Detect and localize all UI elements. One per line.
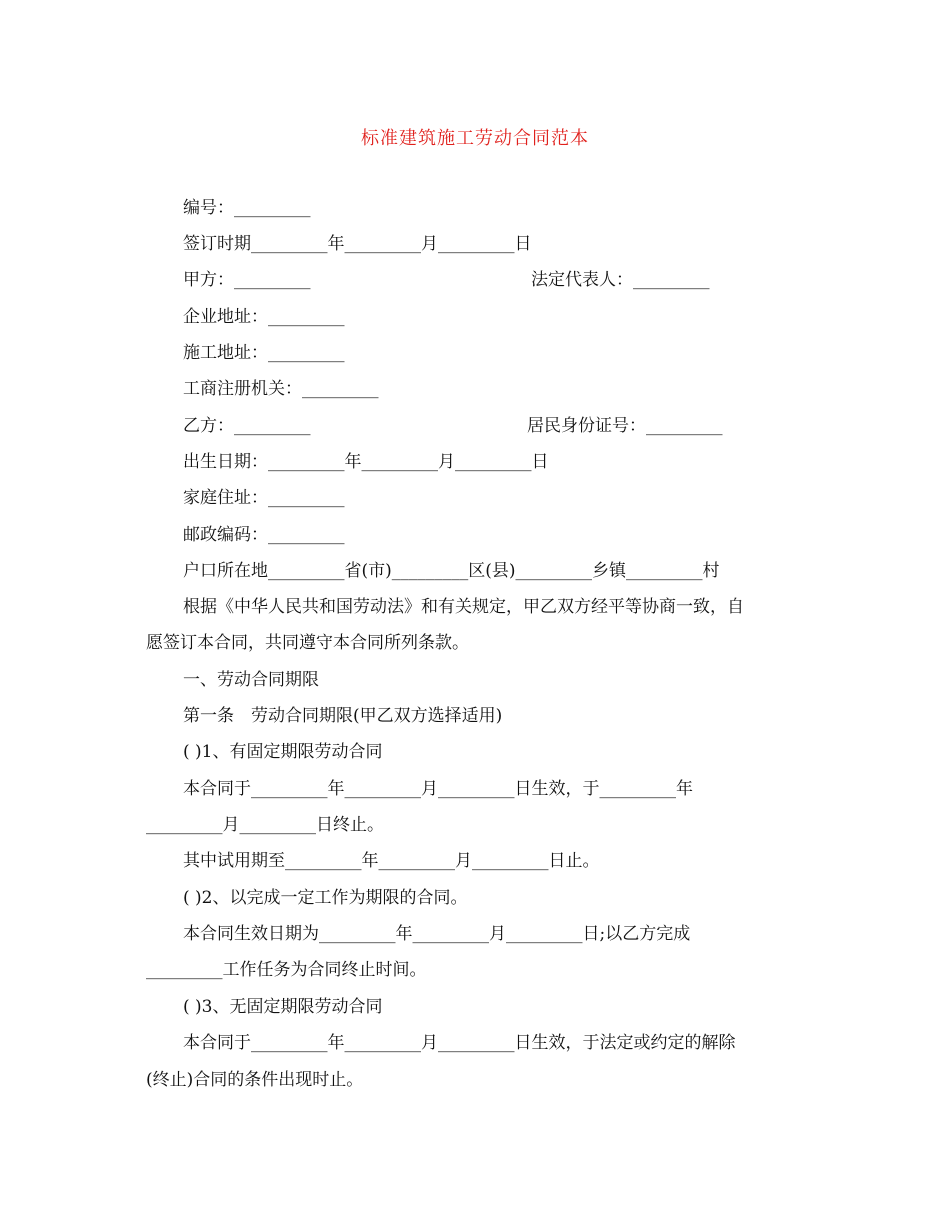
option-3-text-1: 本合同于_________年_________月_________日生效，于法定或约定的解除 [183, 1033, 736, 1053]
option-1-text-2: _________月_________日终止。 [146, 815, 384, 835]
option-2-heading: ( )2、以完成一定工作为期限的合同。 [183, 888, 468, 908]
party-a-line: 甲方：_________ [183, 270, 311, 290]
option-2-text-1: 本合同生效日期为_________年_________月_________日;以乙方完成 [183, 924, 691, 944]
id-number-line: 居民身份证号：_________ [527, 416, 723, 436]
option-3-text-2: (终止)合同的条件出现时止。 [146, 1070, 364, 1090]
option-1-heading: ( )1、有固定期限劳动合同 [183, 742, 383, 762]
document-title: 标准建筑施工劳动合同范本 [361, 128, 589, 149]
contract-number-line: 编号：_________ [183, 198, 311, 218]
household-registration-line: 户口所在地_________省(市)_________区(县)_________乡镇_________村 [183, 561, 720, 581]
party-b-line: 乙方：_________ [183, 416, 311, 436]
section-heading-1: 一、劳动合同期限 [183, 670, 319, 690]
legal-representative-line: 法定代表人：_________ [531, 270, 710, 290]
preamble-line-1: 根据《中华人民共和国劳动法》和有关规定，甲乙双方经平等协商一致，自 [183, 597, 744, 617]
option-2-text-2: _________工作任务为合同终止时间。 [146, 960, 427, 980]
postal-code-line: 邮政编码：_________ [183, 525, 345, 545]
construction-address-line: 施工地址：_________ [183, 343, 345, 363]
birth-date-line: 出生日期：_________年_________月_________日 [183, 452, 549, 472]
option-3-heading: ( )3、无固定期限劳动合同 [183, 997, 383, 1017]
article-1-heading: 第一条 劳动合同期限(甲乙双方选择适用) [183, 706, 503, 726]
home-address-line: 家庭住址：_________ [183, 488, 345, 508]
preamble-line-2: 愿签订本合同，共同遵守本合同所列条款。 [146, 633, 469, 653]
probation-line: 其中试用期至_________年_________月_________日止。 [183, 851, 600, 871]
option-1-text-1: 本合同于_________年_________月_________日生效，于_________年 [183, 779, 693, 799]
registration-authority-line: 工商注册机关：_________ [183, 379, 379, 399]
signing-date-line: 签订时期_________年_________月_________日 [183, 234, 532, 254]
company-address-line: 企业地址：_________ [183, 307, 345, 327]
